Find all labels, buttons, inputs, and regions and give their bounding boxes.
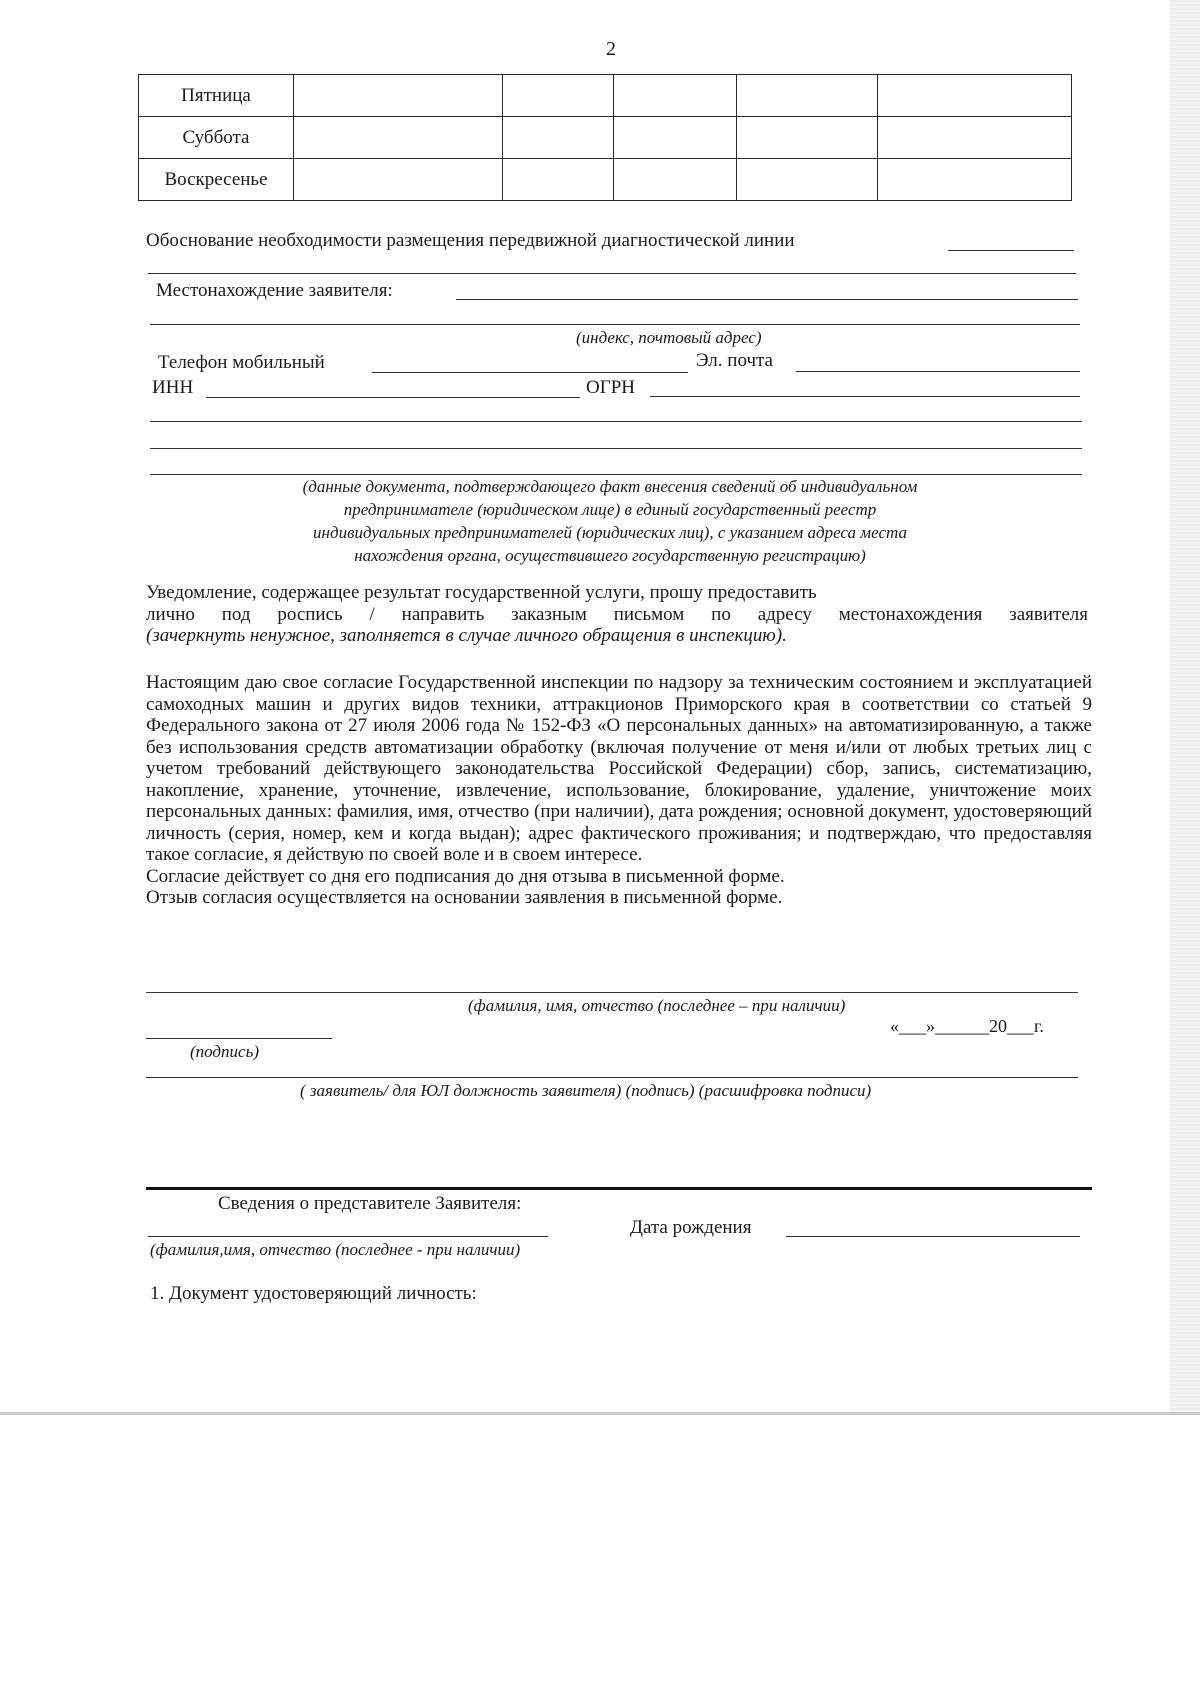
phone-field[interactable] xyxy=(372,372,688,373)
schedule-cell[interactable] xyxy=(294,117,503,159)
location-label: Местонахождение заявителя: xyxy=(156,280,393,301)
birth-date-field[interactable] xyxy=(786,1236,1080,1237)
signature-note: (подпись) xyxy=(190,1042,259,1061)
location-field[interactable] xyxy=(456,299,1078,300)
phone-label: Телефон мобильный xyxy=(158,352,325,373)
applicant-signature-field[interactable] xyxy=(146,1077,1078,1078)
inn-label: ИНН xyxy=(152,377,194,398)
schedule-cell[interactable] xyxy=(503,75,614,117)
schedule-table xyxy=(138,74,1072,201)
scan-edge-right xyxy=(1170,0,1200,1415)
inn-field[interactable] xyxy=(206,397,580,398)
table-row xyxy=(139,75,1072,117)
table-row xyxy=(139,159,1072,201)
registry-note xyxy=(200,475,1020,567)
location-field-line2[interactable] xyxy=(150,324,1080,325)
schedule-cell[interactable] xyxy=(294,75,503,117)
notification-line2: лично под роспись / направить заказным письмом по адресу местонахождения заявителя xyxy=(146,603,1088,625)
email-field[interactable] xyxy=(796,371,1080,372)
schedule-cell[interactable] xyxy=(878,117,1072,159)
registry-field-line1[interactable] xyxy=(150,421,1082,422)
date-field[interactable]: «___»______20___г. xyxy=(890,1016,1044,1036)
ogrn-field[interactable] xyxy=(650,396,1080,397)
table-row xyxy=(139,117,1072,159)
signature-field[interactable] xyxy=(146,1038,332,1039)
schedule-cell[interactable] xyxy=(614,75,737,117)
scan-edge-bottom xyxy=(0,1412,1200,1415)
identity-document-label: 1. Документ удостоверяющий личность: xyxy=(150,1283,477,1304)
fio-field[interactable] xyxy=(146,992,1078,993)
page-number: 2 xyxy=(606,38,616,60)
birth-date-label: Дата рождения xyxy=(630,1217,752,1238)
justification-label: Обоснование необходимости размещения передвижной диагностической линии xyxy=(146,230,795,251)
justification-field-line2[interactable] xyxy=(148,273,1076,274)
schedule-cell[interactable] xyxy=(737,159,878,201)
representative-fio-note: (фамилия,имя, отчество (последнее - при наличии) xyxy=(150,1240,521,1259)
day-cell: Воскресенье xyxy=(139,159,294,201)
schedule-cell[interactable] xyxy=(878,159,1072,201)
schedule-cell[interactable] xyxy=(737,117,878,159)
schedule-cell[interactable] xyxy=(294,159,503,201)
representative-title: Сведения о представителе Заявителя: xyxy=(218,1193,522,1214)
registry-note-line: (данные документа, подтверждающего факт внесения сведений об индивидуальном xyxy=(302,477,918,496)
consent-block xyxy=(146,672,1092,909)
schedule-cell[interactable] xyxy=(614,117,737,159)
schedule-cell[interactable] xyxy=(737,75,878,117)
fio-note: (фамилия, имя, отчество (последнее – при наличии) xyxy=(468,996,846,1015)
representative-fio-field[interactable] xyxy=(148,1236,548,1237)
registry-note-line: нахождения органа, осуществившего государственную регистрацию) xyxy=(354,546,866,565)
location-note: (индекс, почтовый адрес) xyxy=(576,328,762,347)
notification-block xyxy=(146,582,1088,647)
section-divider xyxy=(146,1187,1092,1190)
ogrn-label: ОГРН xyxy=(586,377,635,398)
schedule-cell[interactable] xyxy=(503,117,614,159)
applicant-note: ( заявитель/ для ЮЛ должность заявителя) (подпись) (расшифровка подписи) xyxy=(300,1081,872,1100)
schedule-cell[interactable] xyxy=(614,159,737,201)
registry-field-line2[interactable] xyxy=(150,448,1082,449)
registry-note-line: индивидуальных предпринимателей (юридических лиц), с указанием адреса места xyxy=(313,523,907,542)
email-label: Эл. почта xyxy=(696,350,773,371)
consent-text: Настоящим даю свое согласие Государственной инспекции по надзору за техническим состоянием и эксплуатацией самоходных машин и других видов техники, аттракционов Приморского края в соответствии со статьей 9 Федерального закона от 27 июля 2006 года № 152-ФЗ «О персональных данных» на автоматизированную, а также без использования средств автоматизации обработку (включая получение от меня и/или от любых третьих лиц с учетом требований действующего законодательства Российской Федерации) сбор, запись, систематизацию, накопление, хранение, уточнение, извлечение, использование, блокирование, удаление, уничтожение моих персональных данных: фамилия, имя, отчество (при наличии), дата рождения; основной документ, удостоверяющий личность (серия, номер, кем и когда выдан); адрес фактического проживания; и подтверждаю, что предоставляя такое согласие, я действую по своей воле и в своем интересе. xyxy=(146,672,1092,865)
consent-withdrawal: Отзыв согласия осуществляется на основании заявления в письменной форме. xyxy=(146,887,783,908)
justification-field[interactable] xyxy=(948,250,1074,251)
notification-note: (зачеркнуть ненужное, заполняется в случае личного обращения в инспекцию). xyxy=(146,625,787,646)
schedule-cell[interactable] xyxy=(503,159,614,201)
day-cell: Пятница xyxy=(139,75,294,117)
registry-note-line: предпринимателе (юридическом лице) в единый государственный реестр xyxy=(343,500,877,519)
consent-validity: Согласие действует со дня его подписания до дня отзыва в письменной форме. xyxy=(146,865,785,887)
schedule-cell[interactable] xyxy=(878,75,1072,117)
notification-line1: Уведомление, содержащее результат государственной услуги, прошу предоставить xyxy=(146,582,817,603)
day-cell: Суббота xyxy=(139,117,294,159)
